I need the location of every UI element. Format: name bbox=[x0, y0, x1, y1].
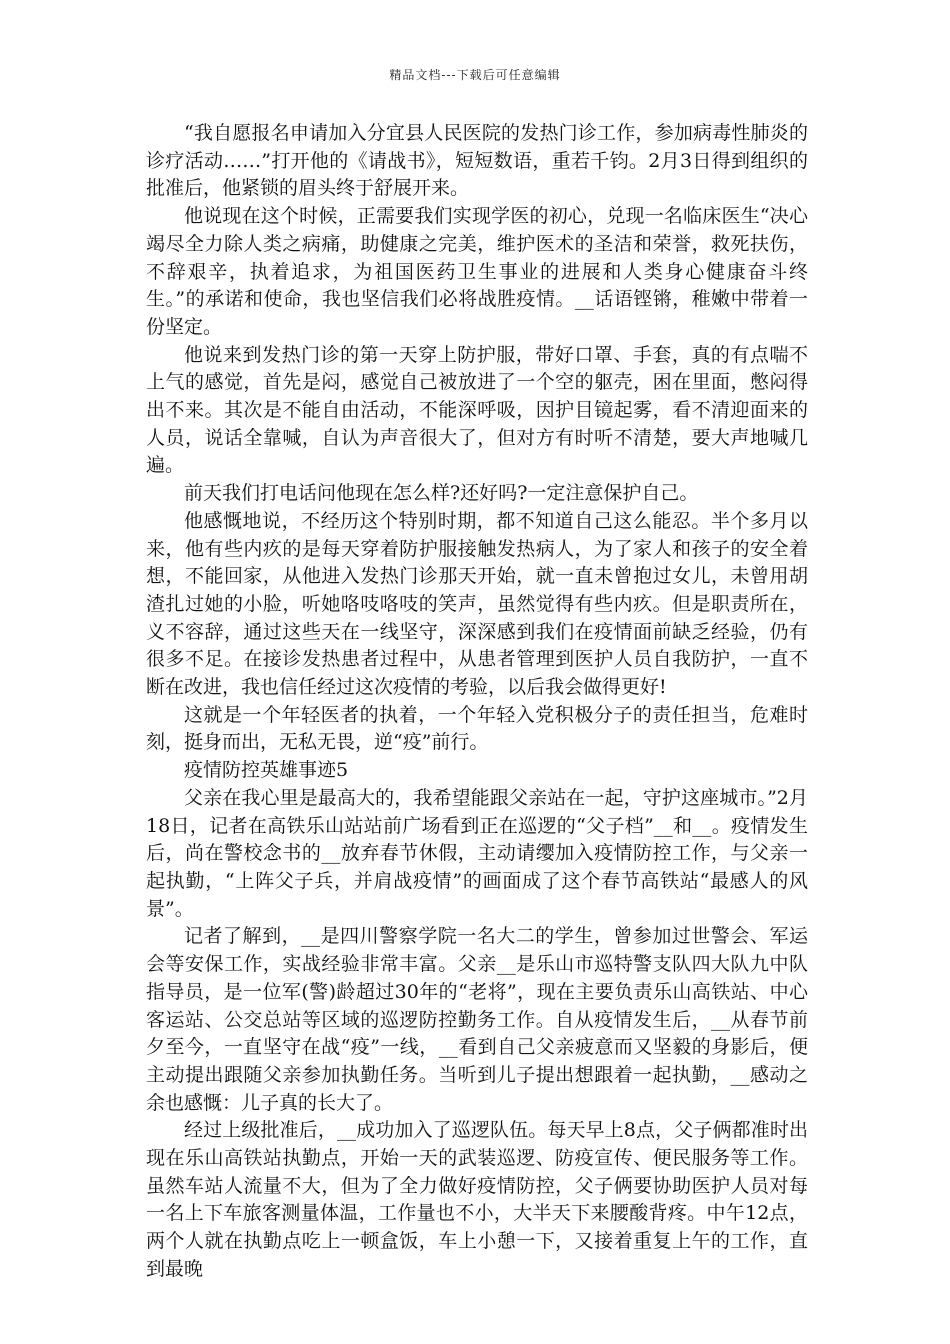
section-heading: 疫情防控英雄事迹5 bbox=[184, 759, 349, 782]
paragraph: 他说现在这个时候，正需要我们实现学医的初心，兑现一名临床医生“决心竭尽全力除人类之病痛，助健康之完美，维护医术的圣洁和荣誉，救死扶伤，不辞艰辛，执着追求，为祖国医药卫生事业的进展和人类身心健康奋斗终生。”的承诺和使命，我也坚信我们必将战胜疫情。__话语铿锵，稚嫩中带着一份坚定。 bbox=[146, 205, 808, 338]
paragraph: “我自愿报名申请加入分宜县人民医院的发热门诊工作，参加病毒性肺炎的诊疗活动……”打开他的《请战书》，短短数语，重若千钧。2月3日得到组织的批准后，他紧锁的眉头终于舒展开来。 bbox=[146, 122, 808, 200]
document-body bbox=[146, 120, 808, 1284]
paragraph: 他感慨地说，不经历这个特别时期，都不知道自己这么能忍。半个多月以来，他有些内疚的是每天穿着防护服接触发热病人，为了家人和孩子的安全着想，不能回家，从他进入发热门诊那天开始，就一直未曾抱过女儿，未曾用胡渣扎过她的小脸，听她咯吱咯吱的笑声，虽然觉得有些内疚。但是职责所在，义不容辞，通过这些天在一线坚守，深深感到我们在疫情面前缺乏经验，仍有很多不足。在接诊发热患者过程中，从患者管理到医护人员自我防护，一直不断在改进，我也信任经过这次疫情的考验，以后我会做得更好! bbox=[146, 509, 808, 699]
paragraph: 父亲在我心里是最高大的，我希望能跟父亲站在一起，守护这座城市。”2月18日，记者在高铁乐山站站前广场看到正在巡逻的“父子档”__和__。疫情发生后，尚在警校念书的__放弃春节休假，主动请缨加入疫情防控工作，与父亲一起执勤，“上阵父子兵，并肩战疫情”的画面成了这个春节高铁站“最感人的风景”。 bbox=[146, 786, 808, 920]
paragraph: 经过上级批准后，__成功加入了巡逻队伍。每天早上8点，父子俩都准时出现在乐山高铁站执勤点，开始一天的武装巡逻、防疫宣传、便民服务等工作。虽然车站人流量不大，但为了全力做好疫情防控，父子俩要协助医护人员对每一名上下车旅客测量体温，工作量也不小，大半天下来腰酸背疼。中午12点，两个人就在执勤点吃上一顿盒饭，车上小憩一下，又接着重复上午的工作，直到最晚 bbox=[146, 1119, 808, 1280]
paragraph: 记者了解到，__是四川警察学院一名大二的学生，曾参加过世警会、军运会等安保工作，实战经验非常丰富。父亲__是乐山市巡特警支队四大队九中队指导员，是一位军(警)龄超过30年的“老将”，现在主要负责乐山高铁站、中心客运站、公交总站等区域的巡逻防控勤务工作。自从疫情发生后，__从春节前夕至今，一直坚守在战“疫”一线，__看到自己父亲疲意而又坚毅的身影后，便主动提出跟随父亲参加执勤任务。当听到儿子提出想跟着一起执勤，__感动之余也感慨：儿子真的长大了。 bbox=[146, 925, 808, 1114]
paragraph: 前天我们打电话问他现在怎么样?还好吗?一定注意保护自己。 bbox=[184, 482, 699, 505]
paragraph: 这就是一个年轻医者的执着，一个年轻入党积极分子的责任担当，危难时刻，挺身而出，无私无畏，逆“疫”前行。 bbox=[146, 703, 808, 754]
page-header: 精品文档---下载后可任意编辑 bbox=[389, 68, 561, 82]
paragraph: 他说来到发热门诊的第一天穿上防护服，带好口罩、手套，真的有点喘不上气的感觉，首先是闷，感觉自己被放进了一个空的躯壳，困在里面，憋闷得出不来。其次是不能自由活动，不能深呼吸，因护目镜起雾，看不清迎面来的人员，说话全靠喊，自认为声音很大了，但对方有时听不清楚，要大声地喊几遍。 bbox=[146, 343, 808, 477]
